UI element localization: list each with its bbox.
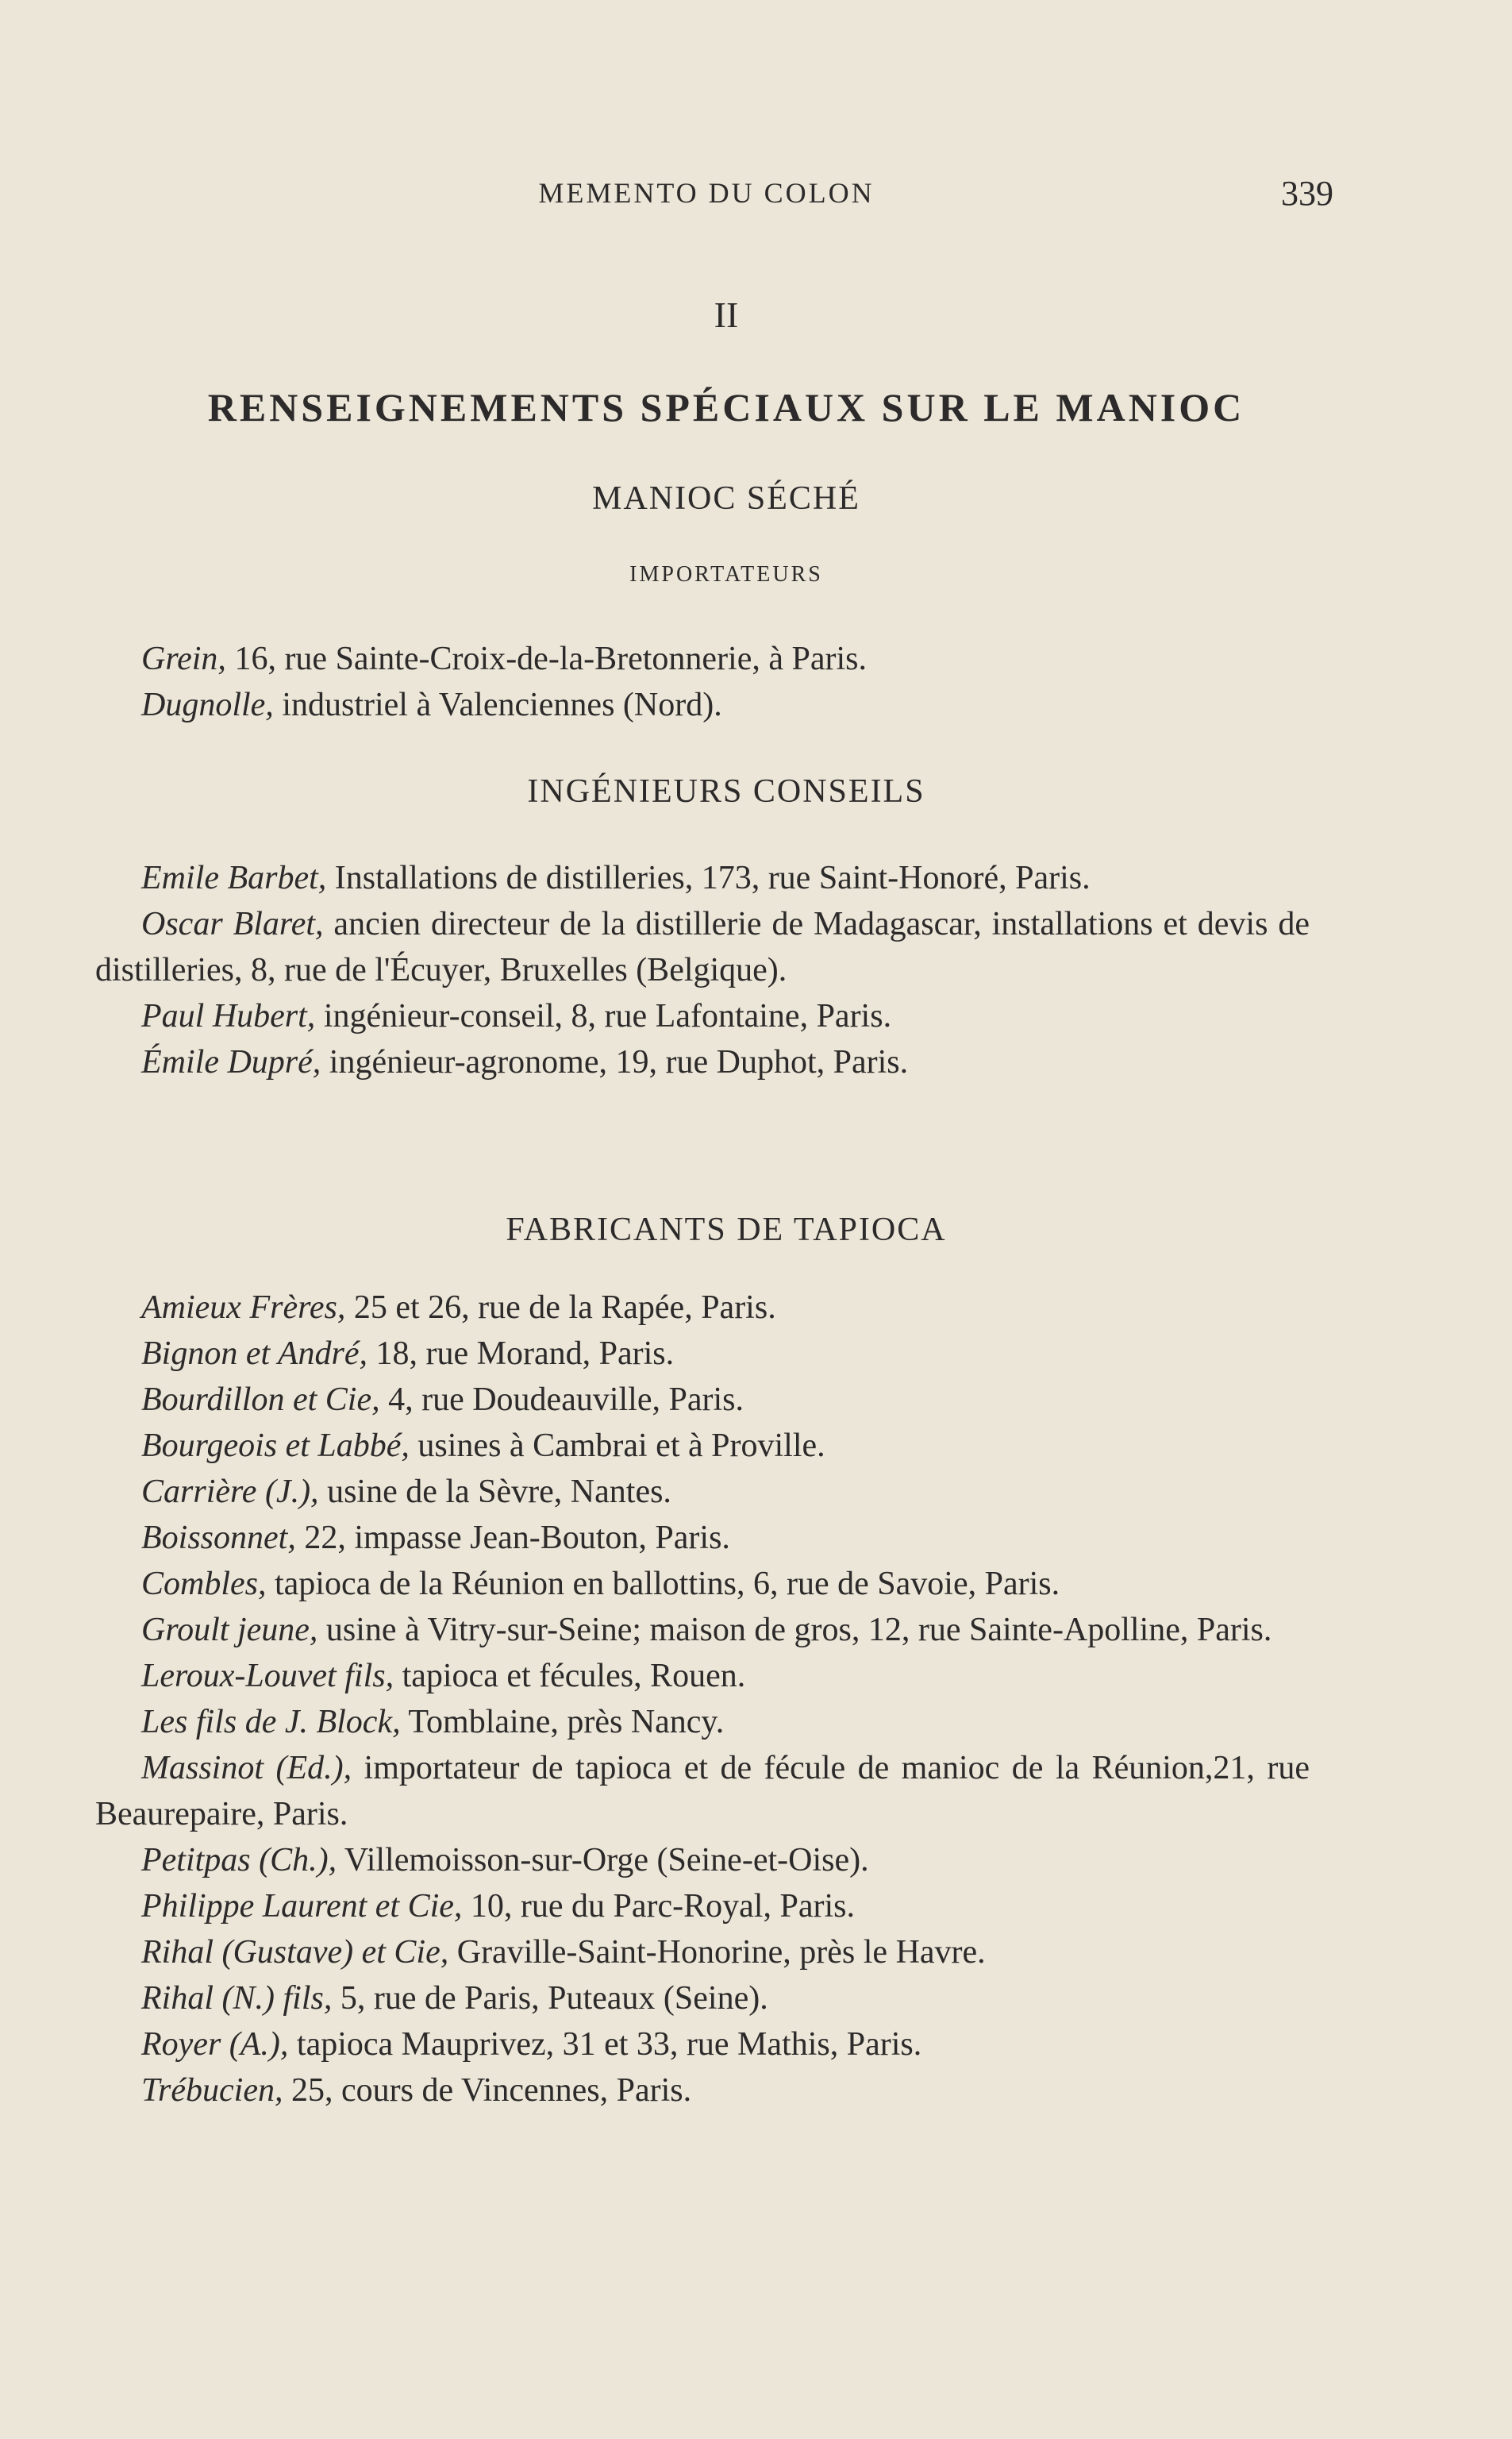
list-item: Amieux Frères, 25 et 26, rue de la Rapée, Paris. [141,1289,776,1326]
list-item: Dugnolle, industriel à Valenciennes (Nord). [141,687,722,723]
chapter-title: RENSEIGNEMENTS SPÉCIAUX SUR LE MANIOC [207,385,1245,430]
section-title-manioc-seche: MANIOC SÉCHÉ [592,480,860,517]
list-item: Emile Barbet, Installations de distilleries, 173, rue Saint-Honoré, Paris. [141,860,1091,896]
entries-ingenieurs [95,855,1310,1085]
list-item: Trébucien, 25, cours de Vincennes, Paris. [141,2072,692,2109]
list-item: Bignon et André, 18, rue Morand, Paris. [141,1335,675,1372]
list-item: Bourdillon et Cie, 4, rue Doudeauville, Paris. [141,1381,744,1418]
list-item: Paul Hubert, ingénieur-conseil, 8, rue Lafontaine, Paris. [141,998,892,1035]
page-number: 339 [1281,174,1333,213]
list-item: Groult jeune, usine à Vitry-sur-Seine; maison de gros, 12, rue Sainte-Apolline, Paris. [141,1612,1272,1648]
list-item: Royer (A.), tapioca Mauprivez, 31 et 33, rue Mathis, Paris. [141,2026,922,2063]
list-item: Bourgeois et Labbé, usines à Cambrai et à Proville. [141,1428,825,1464]
list-item: Rihal (N.) fils, 5, rue de Paris, Puteaux (Seine). [141,1980,768,2017]
section-title-ingenieurs-conseils: INGÉNIEURS CONSEILS [527,773,925,810]
list-item: Philippe Laurent et Cie, 10, rue du Parc-Royal, Paris. [141,1888,855,1925]
list-item: Rihal (Gustave) et Cie, Graville-Saint-Honorine, près le Havre. [141,1934,986,1971]
list-item: Petitpas (Ch.), Villemoisson-sur-Orge (Seine-et-Oise). [141,1842,869,1878]
list-item: Les fils de J. Block, Tomblaine, près Nancy. [141,1704,725,1740]
list-item: Émile Dupré, ingénieur-agronome, 19, rue Duphot, Paris. [141,1044,909,1081]
list-item: Combles, tapioca de la Réunion en ballottins, 6, rue de Savoie, Paris. [141,1566,1060,1602]
list-item: Massinot (Ed.), importateur de tapioca et de fécule de manioc de la Réunion,21, rue Beaurepaire, Paris. [95,1750,1310,1832]
chapter-numeral: II [714,295,739,335]
entries-fabricants [95,1285,1310,2113]
list-item: Oscar Blaret, ancien directeur de la distillerie de Madagascar, installations et devis de distilleries, 8, rue de l'Écuyer, Bruxelles (Belgique). [95,906,1310,988]
list-item: Carrière (J.), usine de la Sèvre, Nantes. [141,1474,671,1510]
section-title-fabricants-tapioca: FABRICANTS DE TAPIOCA [506,1212,947,1248]
entries-importateurs [95,636,1310,728]
list-item: Grein, 16, rue Sainte-Croix-de-la-Bretonnerie, à Paris. [141,641,868,677]
list-item: Leroux-Louvet fils, tapioca et fécules, Rouen. [141,1658,746,1694]
list-item: Boissonnet, 22, impasse Jean-Bouton, Paris. [141,1520,730,1556]
running-title: MEMENTO DU COLON [538,177,875,209]
subsection-title-importateurs: IMPORTATEURS [629,562,823,587]
